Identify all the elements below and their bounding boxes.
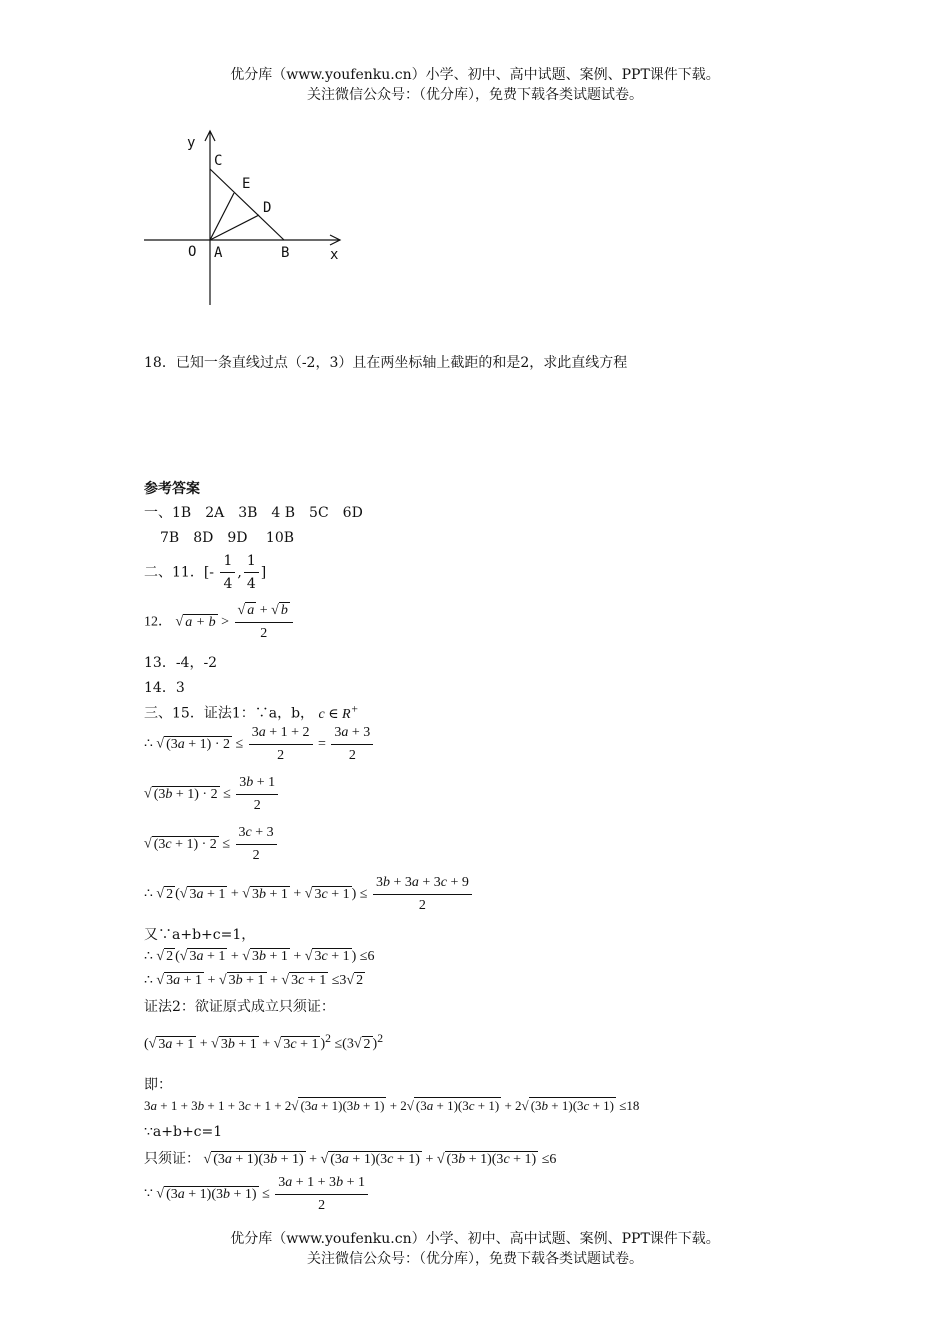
- condition-sum: 又∵a+b+c=1，: [144, 927, 256, 943]
- answer-13: 13．-4，-2: [144, 655, 218, 671]
- method-2-title: 证法2：欲证原式成立只须证：: [144, 999, 335, 1015]
- header-line-1: 优分库（www.youfenku.cn）小学、初中、高中试题、案例、PPT课件下载。: [230, 67, 720, 83]
- because-sum: ∵a+b+c=1: [144, 1124, 223, 1140]
- label-a: A: [214, 245, 223, 261]
- answer-12: 12． √ a + b > $\frac{√ a + √ b}{2}$: [144, 600, 295, 645]
- expanded-inequality: 3a + 1 + 3b + 1 + 3c + 1 + 2√ (3a + 1)(3b + 1) + 2√ (3a + 1)(3c + 1) + 2√ (3b + 1)(3c + 1) ≤18: [144, 1098, 640, 1113]
- proof-step-1: ∴ √ (3a + 1) · 2 ≤ $\frac{3a + 1 + 2}{2}$ = $\frac{3a + 3}{2}$: [144, 722, 375, 767]
- fraction: $\frac{1}{4}$: [244, 550, 259, 595]
- label-e: E: [242, 176, 251, 192]
- proof-step-3: √ (3c + 1) · 2 ≤ $\frac{3c + 3}{2}$: [144, 822, 279, 867]
- am-gm-step: ∵ √ (3a + 1)(3b + 1) ≤ $\frac{3a + 1 + 3b + 1}{2}$: [144, 1172, 370, 1217]
- ji-label: 即：: [144, 1077, 172, 1093]
- label-b: B: [281, 245, 290, 261]
- answers-title: 参考答案: [144, 481, 200, 497]
- footer-line-2: 关注微信公众号：（优分库），免费下载各类试题试卷。: [307, 1251, 643, 1267]
- label-x: x: [330, 247, 339, 263]
- proof-step-5: ∴ √ 2 (√ 3a + 1 + √ 3b + 1 + √ 3c + 1 ) ≤6: [144, 949, 375, 964]
- question-18: 18．已知一条直线过点（-2，3）且在两坐标轴上截距的和是2，求此直线方程: [144, 355, 628, 371]
- answer-11-prefix: 二、11．[-: [144, 564, 215, 581]
- answer-11: 二、11．[- $\frac{1}{4}$ , $\frac{1}{4}$ ]: [144, 550, 266, 595]
- fraction: $\frac{√ a + √ b}{2}$: [235, 600, 293, 645]
- fraction: $\frac{1}{4}$: [220, 550, 235, 595]
- mc-answers-row-2: 7B 8D 9D 10B: [160, 530, 295, 546]
- answer-14: 14．3: [144, 680, 185, 696]
- proof-step-4: ∴ √ 2 (√ 3a + 1 + √ 3b + 1 + √ 3c + 1 ) ≤ $\frac{3b + 3a + 3c + 9}{2}$: [144, 872, 474, 917]
- label-d: D: [263, 200, 272, 216]
- proof-conclusion: ∴ √ 3a + 1 + √ 3b + 1 + √ 3c + 1 ≤3√ 2: [144, 973, 364, 988]
- segment-ae: [210, 193, 234, 240]
- proof-step-2: √ (3b + 1) · 2 ≤ $\frac{3b + 1}{2}$: [144, 772, 280, 817]
- label-o: O: [188, 244, 197, 260]
- mc-answers-row-1: 一、1B 2A 3B 4 B 5C 6D: [144, 505, 363, 521]
- only-need-inequality: 只须证： √ (3a + 1)(3b + 1) + √ (3a + 1)(3c + 1) + √ (3b + 1)(3c + 1) ≤6: [144, 1152, 557, 1167]
- coordinate-figure: [140, 125, 355, 310]
- footer-line-1: 优分库（www.youfenku.cn）小学、初中、高中试题、案例、PPT课件下载。: [230, 1231, 720, 1247]
- method-2-inequality: (√ 3a + 1 + √ 3b + 1 + √ 3c + 1 )$^2$ ≤(3√ 2 )$^2$: [144, 1032, 384, 1052]
- label-c: C: [214, 153, 223, 169]
- segment-ad: [210, 215, 259, 240]
- header-line-2: 关注微信公众号：（优分库），免费下载各类试题试卷。: [307, 87, 643, 103]
- label-y: y: [187, 135, 196, 151]
- answer-15-intro: 三、15．证法1：∵a，b， c ∈ R+: [144, 702, 359, 722]
